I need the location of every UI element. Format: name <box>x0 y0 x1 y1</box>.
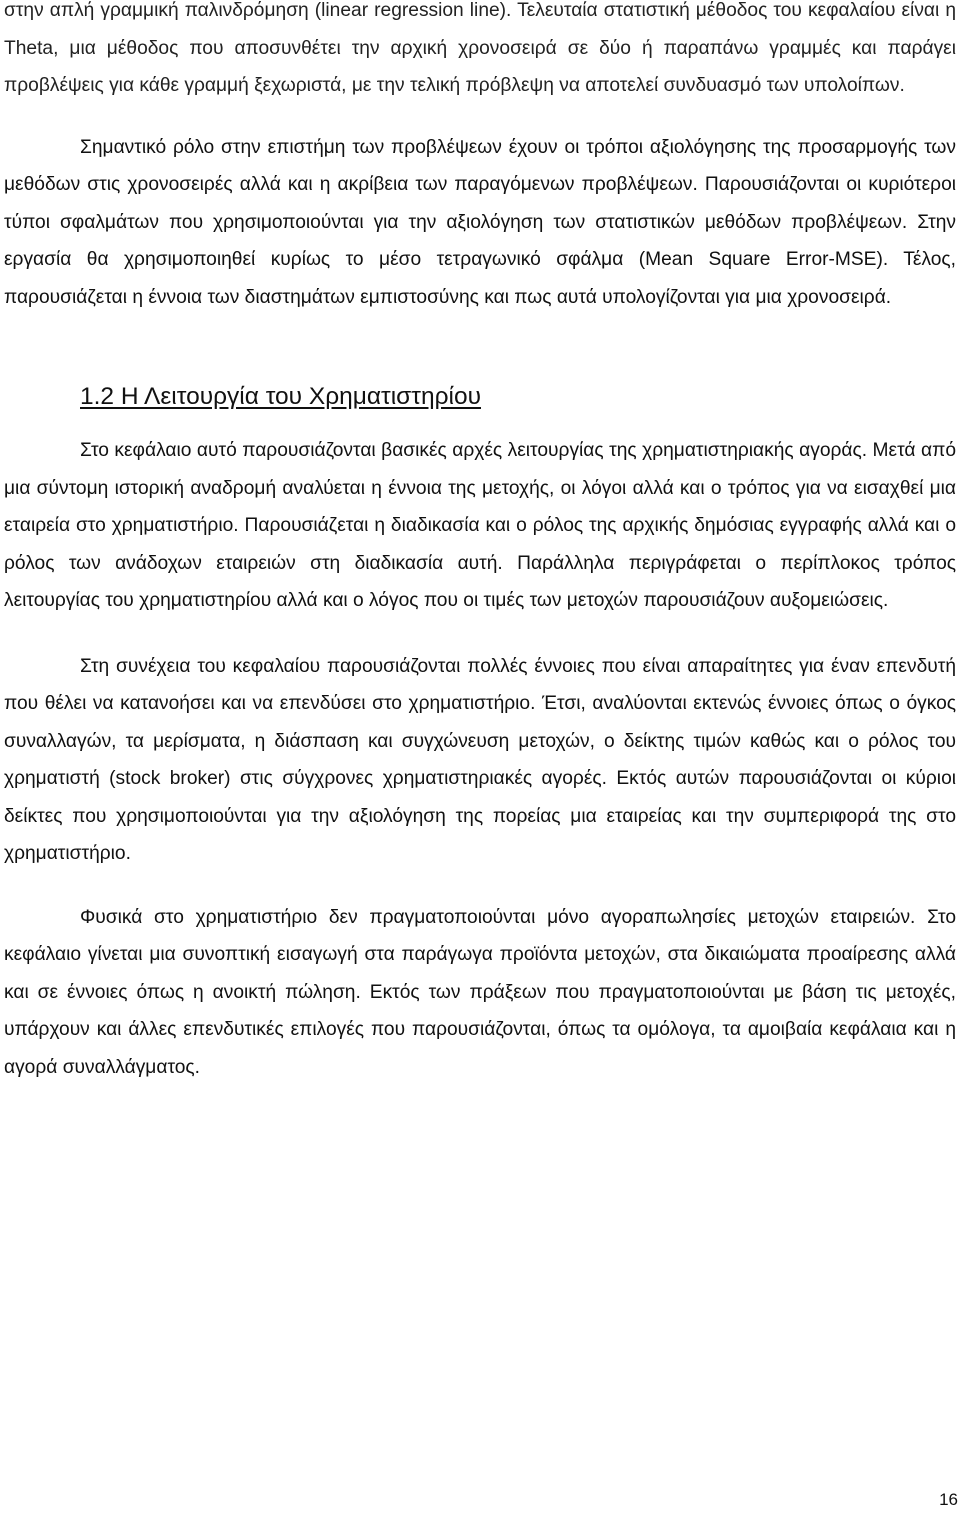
page-number: 16 <box>939 1490 958 1509</box>
section-heading-text: 1.2 Η Λειτουργία του Χρηματιστηρίου <box>80 383 481 410</box>
paragraph-theta-method: στην απλή γραμμική παλινδρόμηση (linear regression line). Τελευταία στατιστική μέθοδος του κεφαλαίου είναι η Theta, μια μέθοδος που αποσυνθέτει την αρχική χρονοσειρά σε δύο ή παραπάνω γραμμές και παράγει προβλέψεις για κάθε γραμμή ξεχωριστά, με την τελική πρόβλεψη να αποτελεί συνδυασμό των υπολοίπων. <box>4 0 956 96</box>
paragraph-error-evaluation: Σημαντικό ρόλο στην επιστήμη των προβλέψεων έχουν οι τρόποι αξιολόγησης της προσαρμογής των μεθόδων στις χρονοσειρές αλλά και η ακρίβεια των παραγόμενων προβλέψεων. Παρουσιάζονται οι κυριότεροι τύποι σφαλμάτων που χρησιμοποιούνται για την αξιολόγηση των στατιστικών μεθόδων προβλέψεων. Στην εργασία θα χρησιμοποιηθεί κυρίως το μέσο τετραγωνικό σφάλμα (Mean Square Error-MSE). Τέλος, παρουσιάζεται η έννοια των διαστημάτων εμπιστοσύνης και πως αυτά υπολογίζονται για μια χρονοσειρά. <box>4 136 956 308</box>
paragraph-stock-market-basics: Στο κεφάλαιο αυτό παρουσιάζονται βασικές αρχές λειτουργίας της χρηματιστηριακής αγοράς. Μετά από μια σύντομη ιστορική αναδρομή αναλύεται η έννοια της μετοχής, οι λόγοι αλλά και ο τρόπος για να εισαχθεί μια εταιρεία στο χρηματιστήριο. Παρουσιάζεται η διαδικασία και ο ρόλος της αρχικής δημόσιας εγγραφής αλλά και ο ρόλος των ανάδοχων εταιρειών στη διαδικασία αυτή. Παράλληλα περιγράφεται ο περίπλοκος τρόπος λειτουργίας του χρηματιστηρίου αλλά και ο λόγος που οι τιμές των μετοχών παρουσιάζουν αυξομειώσεις. <box>4 440 956 611</box>
document-page <box>4 0 956 1086</box>
section-heading <box>4 380 956 414</box>
paragraph-derivatives: Φυσικά στο χρηματιστήριο δεν πραγματοποιούνται μόνο αγοραπωλησίες μετοχών εταιρειών. Στο κεφάλαιο γίνεται μια συνοπτική εισαγωγή στα παράγωγα προϊόντα μετοχών, στα δικαιώματα προαίρεσης αλλά και σε έννοιες όπως η ανοικτή πώληση. Εκτός των πράξεων που πραγματοποιούνται με βάση τις μετοχές, υπάρχουν και άλλες επενδυτικές επιλογές που παρουσιάζονται, όπως τα ομόλογα, τα αμοιβαία κεφάλαια και η αγορά συναλλάγματος. <box>4 906 956 1078</box>
paragraph-investor-concepts: Στη συνέχεια του κεφαλαίου παρουσιάζονται πολλές έννοιες που είναι απαραίτητες για έναν επενδυτή που θέλει να κατανοήσει και να επενδύσει στο χρηματιστήριο. Έτσι, αναλύονται εκτενώς έννοιες όπως ο όγκος συναλλαγών, τα μερίσματα, η διάσπαση και συγχώνευση μετοχών, ο δείκτης τιμών καθώς και ο ρόλος του χρηματιστή (stock broker) στις σύγχρονες χρηματιστηριακές αγορές. Εκτός αυτών παρουσιάζονται οι κύριοι δείκτες που χρησιμοποιούνται για την αξιολόγηση της πορείας μια εταιρείας και την συμπεριφορά της στο χρηματιστήριο. <box>4 655 956 864</box>
